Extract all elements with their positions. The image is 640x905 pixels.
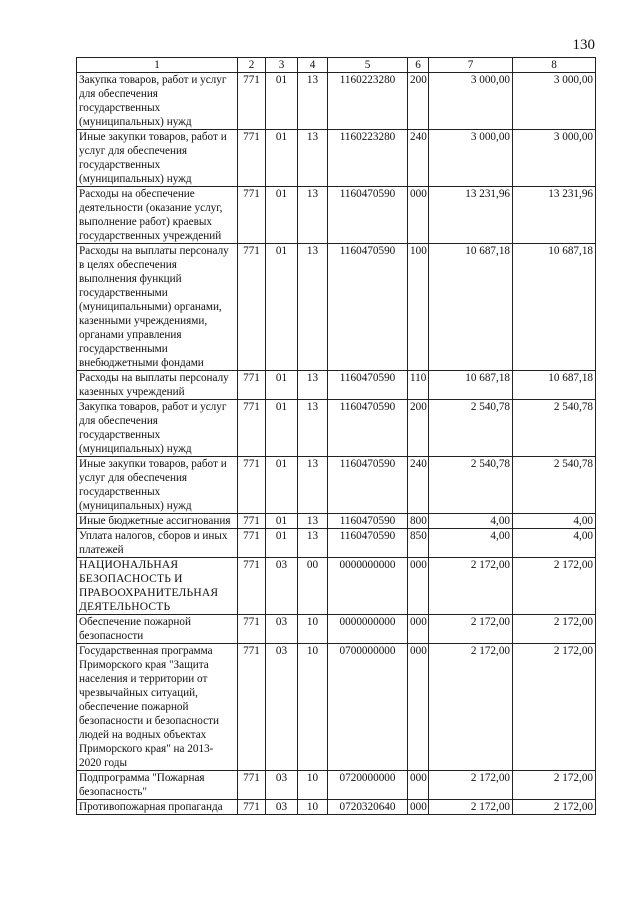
column-header: 8 xyxy=(513,58,596,73)
code-cell: 1160470590 xyxy=(328,371,408,400)
amount-cell: 10 687,18 xyxy=(513,371,596,400)
code-cell: 00 xyxy=(298,558,328,615)
row-name-cell: Расходы на обеспечение деятельности (оказание услуг, выполнение работ) краевых государственных учреждений xyxy=(77,187,238,244)
code-cell: 13 xyxy=(298,371,328,400)
code-cell: 1160470590 xyxy=(328,400,408,457)
code-cell: 200 xyxy=(408,73,429,130)
code-cell: 1160470590 xyxy=(328,514,408,529)
code-cell: 13 xyxy=(298,457,328,514)
code-cell: 771 xyxy=(238,644,266,771)
code-cell: 03 xyxy=(266,615,298,644)
code-cell: 1160470590 xyxy=(328,529,408,558)
amount-cell: 4,00 xyxy=(429,514,513,529)
code-cell: 1160470590 xyxy=(328,244,408,371)
row-name-cell: Государственная программа Приморского края "Защита населения и территории от чрезвычайных ситуаций, обеспечение пожарной безопасности и безопасности людей на водных объектах Приморского края" на 2013-2020 годы xyxy=(77,644,238,771)
code-cell: 771 xyxy=(238,529,266,558)
code-cell: 771 xyxy=(238,615,266,644)
code-cell: 771 xyxy=(238,130,266,187)
code-cell: 771 xyxy=(238,771,266,800)
code-cell: 01 xyxy=(266,514,298,529)
amount-cell: 2 172,00 xyxy=(429,644,513,771)
table-row xyxy=(77,558,596,615)
code-cell: 0000000000 xyxy=(328,615,408,644)
code-cell: 01 xyxy=(266,187,298,244)
code-cell: 01 xyxy=(266,529,298,558)
code-cell: 200 xyxy=(408,400,429,457)
amount-cell: 2 540,78 xyxy=(429,457,513,514)
table-body xyxy=(77,73,596,815)
code-cell: 771 xyxy=(238,400,266,457)
code-cell: 000 xyxy=(408,187,429,244)
code-cell: 01 xyxy=(266,130,298,187)
row-name-cell: Расходы на выплаты персоналу казенных учреждений xyxy=(77,371,238,400)
code-cell: 800 xyxy=(408,514,429,529)
code-cell: 10 xyxy=(298,644,328,771)
row-name-cell: Закупка товаров, работ и услуг для обеспечения государственных (муниципальных) нужд xyxy=(77,73,238,130)
code-cell: 03 xyxy=(266,644,298,771)
code-cell: 000 xyxy=(408,558,429,615)
amount-cell: 10 687,18 xyxy=(429,244,513,371)
amount-cell: 3 000,00 xyxy=(429,73,513,130)
code-cell: 03 xyxy=(266,558,298,615)
column-header: 1 xyxy=(77,58,238,73)
amount-cell: 2 172,00 xyxy=(513,558,596,615)
column-header: 4 xyxy=(298,58,328,73)
table-row xyxy=(77,529,596,558)
table-header-row xyxy=(77,58,596,73)
amount-cell: 2 172,00 xyxy=(513,771,596,800)
table-row xyxy=(77,644,596,771)
code-cell: 771 xyxy=(238,244,266,371)
code-cell: 13 xyxy=(298,529,328,558)
code-cell: 03 xyxy=(266,771,298,800)
table-row xyxy=(77,457,596,514)
amount-cell: 2 540,78 xyxy=(429,400,513,457)
code-cell: 0000000000 xyxy=(328,558,408,615)
table-row xyxy=(77,130,596,187)
code-cell: 771 xyxy=(238,187,266,244)
column-header: 7 xyxy=(429,58,513,73)
column-header: 3 xyxy=(266,58,298,73)
table-row xyxy=(77,73,596,130)
code-cell: 110 xyxy=(408,371,429,400)
amount-cell: 2 172,00 xyxy=(429,558,513,615)
table-row xyxy=(77,615,596,644)
code-cell: 850 xyxy=(408,529,429,558)
code-cell: 0720320640 xyxy=(328,800,408,815)
code-cell: 240 xyxy=(408,130,429,187)
code-cell: 01 xyxy=(266,244,298,371)
amount-cell: 10 687,18 xyxy=(513,244,596,371)
code-cell: 01 xyxy=(266,457,298,514)
code-cell: 13 xyxy=(298,244,328,371)
code-cell: 100 xyxy=(408,244,429,371)
column-header: 2 xyxy=(238,58,266,73)
row-name-cell: Противопожарная пропаганда xyxy=(77,800,238,815)
table-row xyxy=(77,771,596,800)
column-header: 6 xyxy=(408,58,429,73)
row-name-cell: Иные закупки товаров, работ и услуг для обеспечения государственных (муниципальных) нужд xyxy=(77,457,238,514)
table-row xyxy=(77,514,596,529)
row-name-cell: Уплата налогов, сборов и иных платежей xyxy=(77,529,238,558)
amount-cell: 10 687,18 xyxy=(429,371,513,400)
table-row xyxy=(77,400,596,457)
amount-cell: 13 231,96 xyxy=(429,187,513,244)
amount-cell: 3 000,00 xyxy=(513,73,596,130)
code-cell: 10 xyxy=(298,771,328,800)
code-cell: 10 xyxy=(298,615,328,644)
row-name-cell: Обеспечение пожарной безопасности xyxy=(77,615,238,644)
amount-cell: 2 540,78 xyxy=(513,400,596,457)
code-cell: 01 xyxy=(266,400,298,457)
row-name-cell: Закупка товаров, работ и услуг для обеспечения государственных (муниципальных) нужд xyxy=(77,400,238,457)
amount-cell: 4,00 xyxy=(513,514,596,529)
amount-cell: 2 172,00 xyxy=(513,615,596,644)
amount-cell: 3 000,00 xyxy=(513,130,596,187)
amount-cell: 2 540,78 xyxy=(513,457,596,514)
amount-cell: 2 172,00 xyxy=(429,771,513,800)
code-cell: 000 xyxy=(408,615,429,644)
code-cell: 13 xyxy=(298,187,328,244)
code-cell: 000 xyxy=(408,771,429,800)
code-cell: 771 xyxy=(238,73,266,130)
row-name-cell: НАЦИОНАЛЬНАЯ БЕЗОПАСНОСТЬ И ПРАВООХРАНИТЕЛЬНАЯ ДЕЯТЕЛЬНОСТЬ xyxy=(77,558,238,615)
code-cell: 000 xyxy=(408,644,429,771)
page-number: 130 xyxy=(572,37,595,53)
table-row xyxy=(77,187,596,244)
code-cell: 771 xyxy=(238,457,266,514)
code-cell: 1160470590 xyxy=(328,187,408,244)
amount-cell: 3 000,00 xyxy=(429,130,513,187)
code-cell: 240 xyxy=(408,457,429,514)
code-cell: 13 xyxy=(298,400,328,457)
row-name-cell: Расходы на выплаты персоналу в целях обеспечения выполнения функций государственными (муниципальными) органами, казенными учреждениями, органами управления государственными внебюджетными фондами xyxy=(77,244,238,371)
row-name-cell: Иные бюджетные ассигнования xyxy=(77,514,238,529)
code-cell: 771 xyxy=(238,514,266,529)
column-header: 5 xyxy=(328,58,408,73)
code-cell: 01 xyxy=(266,371,298,400)
code-cell: 1160223280 xyxy=(328,73,408,130)
code-cell: 771 xyxy=(238,371,266,400)
code-cell: 03 xyxy=(266,800,298,815)
amount-cell: 2 172,00 xyxy=(429,615,513,644)
code-cell: 13 xyxy=(298,130,328,187)
code-cell: 771 xyxy=(238,800,266,815)
code-cell: 13 xyxy=(298,73,328,130)
amount-cell: 2 172,00 xyxy=(429,800,513,815)
code-cell: 771 xyxy=(238,558,266,615)
table-row xyxy=(77,800,596,815)
code-cell: 1160470590 xyxy=(328,457,408,514)
budget-table xyxy=(76,57,596,815)
row-name-cell: Подпрограмма "Пожарная безопасность" xyxy=(77,771,238,800)
code-cell: 0720000000 xyxy=(328,771,408,800)
amount-cell: 4,00 xyxy=(513,529,596,558)
code-cell: 0700000000 xyxy=(328,644,408,771)
row-name-cell: Иные закупки товаров, работ и услуг для обеспечения государственных (муниципальных) нужд xyxy=(77,130,238,187)
code-cell: 000 xyxy=(408,800,429,815)
table-row xyxy=(77,244,596,371)
amount-cell: 2 172,00 xyxy=(513,800,596,815)
amount-cell: 13 231,96 xyxy=(513,187,596,244)
amount-cell: 2 172,00 xyxy=(513,644,596,771)
code-cell: 1160223280 xyxy=(328,130,408,187)
table-row xyxy=(77,371,596,400)
amount-cell: 4,00 xyxy=(429,529,513,558)
code-cell: 10 xyxy=(298,800,328,815)
code-cell: 01 xyxy=(266,73,298,130)
code-cell: 13 xyxy=(298,514,328,529)
